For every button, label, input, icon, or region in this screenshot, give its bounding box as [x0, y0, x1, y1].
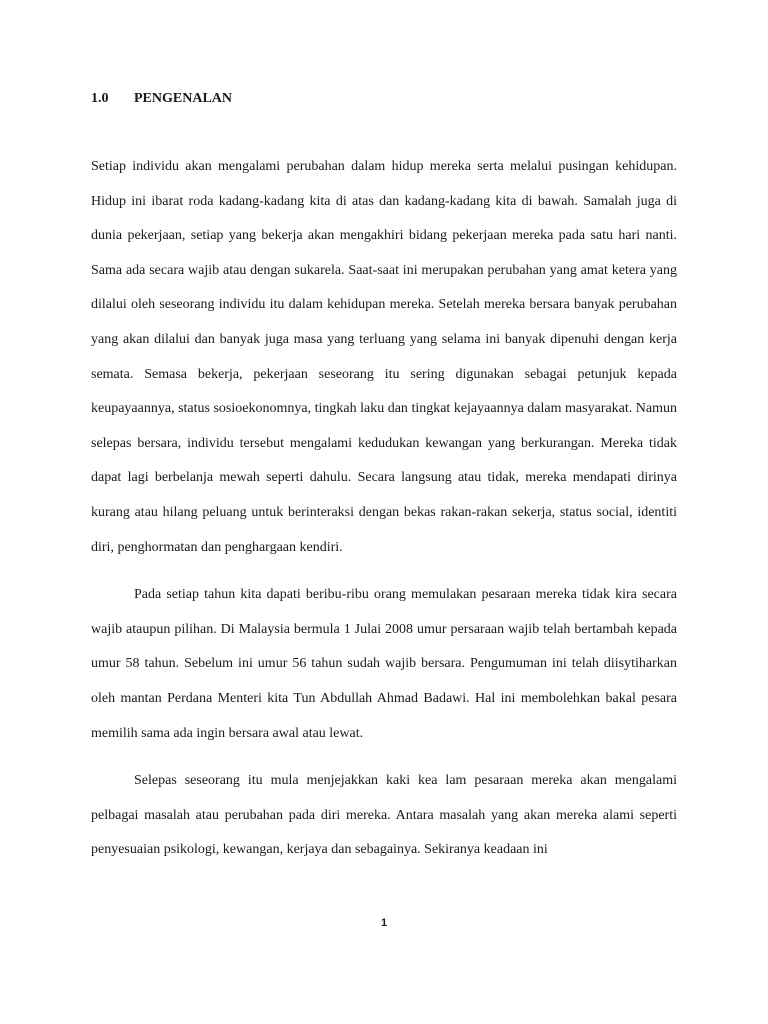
- page-number: 1: [380, 917, 388, 929]
- section-title: PENGENALAN: [134, 91, 233, 106]
- document-body: [91, 150, 677, 868]
- paragraph: Pada setiap tahun kita dapati beribu-ribu orang memulakan pesaraan mereka tidak kira secara wajib ataupun pilihan. Di Malaysia bermula 1 Julai 2008 umur persaraan wajib telah bertambah kepada umur 58 tahun. Sebelum ini umur 56 tahun sudah wajib bersara. Pengumuman ini telah diisytiharkan oleh mantan Perdana Menteri kita Tun Abdullah Ahmad Badawi. Hal ini membolehkan bakal pesara memilih sama ada ingin bersara awal atau lewat.: [91, 587, 677, 741]
- paragraph: Setiap individu akan mengalami perubahan dalam hidup mereka serta melalui pusingan kehidupan. Hidup ini ibarat roda kadang-kadang kita di atas dan kadang-kadang kita di bawah. Samalah juga di dunia pekerjaan, setiap yang bekerja akan mengakhiri bidang pekerjaan mereka pada satu hari nanti. Sama ada secara wajib atau dengan sukarela. Saat-saat ini merupakan perubahan yang amat ketera yang dilalui oleh seseorang individu itu dalam kehidupan mereka. Setelah mereka bersara banyak perubahan yang akan dilalui dan banyak juga masa yang terluang yang selama ini banyak dipenuhi dengan kerja semata. Semasa bekerja, pekerjaan seseorang itu sering digunakan sebagai petunjuk kepada keupayaannya, status sosioekonomnya, tingkah laku dan tingkat kejayaannya dalam masyarakat. Namun selepas bersara, individu tersebut mengalami kedudukan kewangan yang berkurangan. Mereka tidak dapat lagi berbelanja mewah seperti dahulu. Secara langsung atau tidak, mereka mendapati dirinya kurang atau hilang peluang untuk berinteraksi dengan bekas rakan-rakan sekerja, status social, identiti diri, penghormatan dan penghargaan kendiri.: [91, 159, 677, 555]
- paragraph: Selepas seseorang itu mula menjejakkan kaki kea lam pesaraan mereka akan mengalami pelbagai masalah atau perubahan pada diri mereka. Antara masalah yang akan mereka alami seperti penyesuaian psikologi, kewangan, kerjaya dan sebagainya. Sekiranya keadaan ini: [91, 773, 677, 858]
- section-heading: [91, 90, 232, 108]
- section-number: 1.0: [91, 91, 109, 106]
